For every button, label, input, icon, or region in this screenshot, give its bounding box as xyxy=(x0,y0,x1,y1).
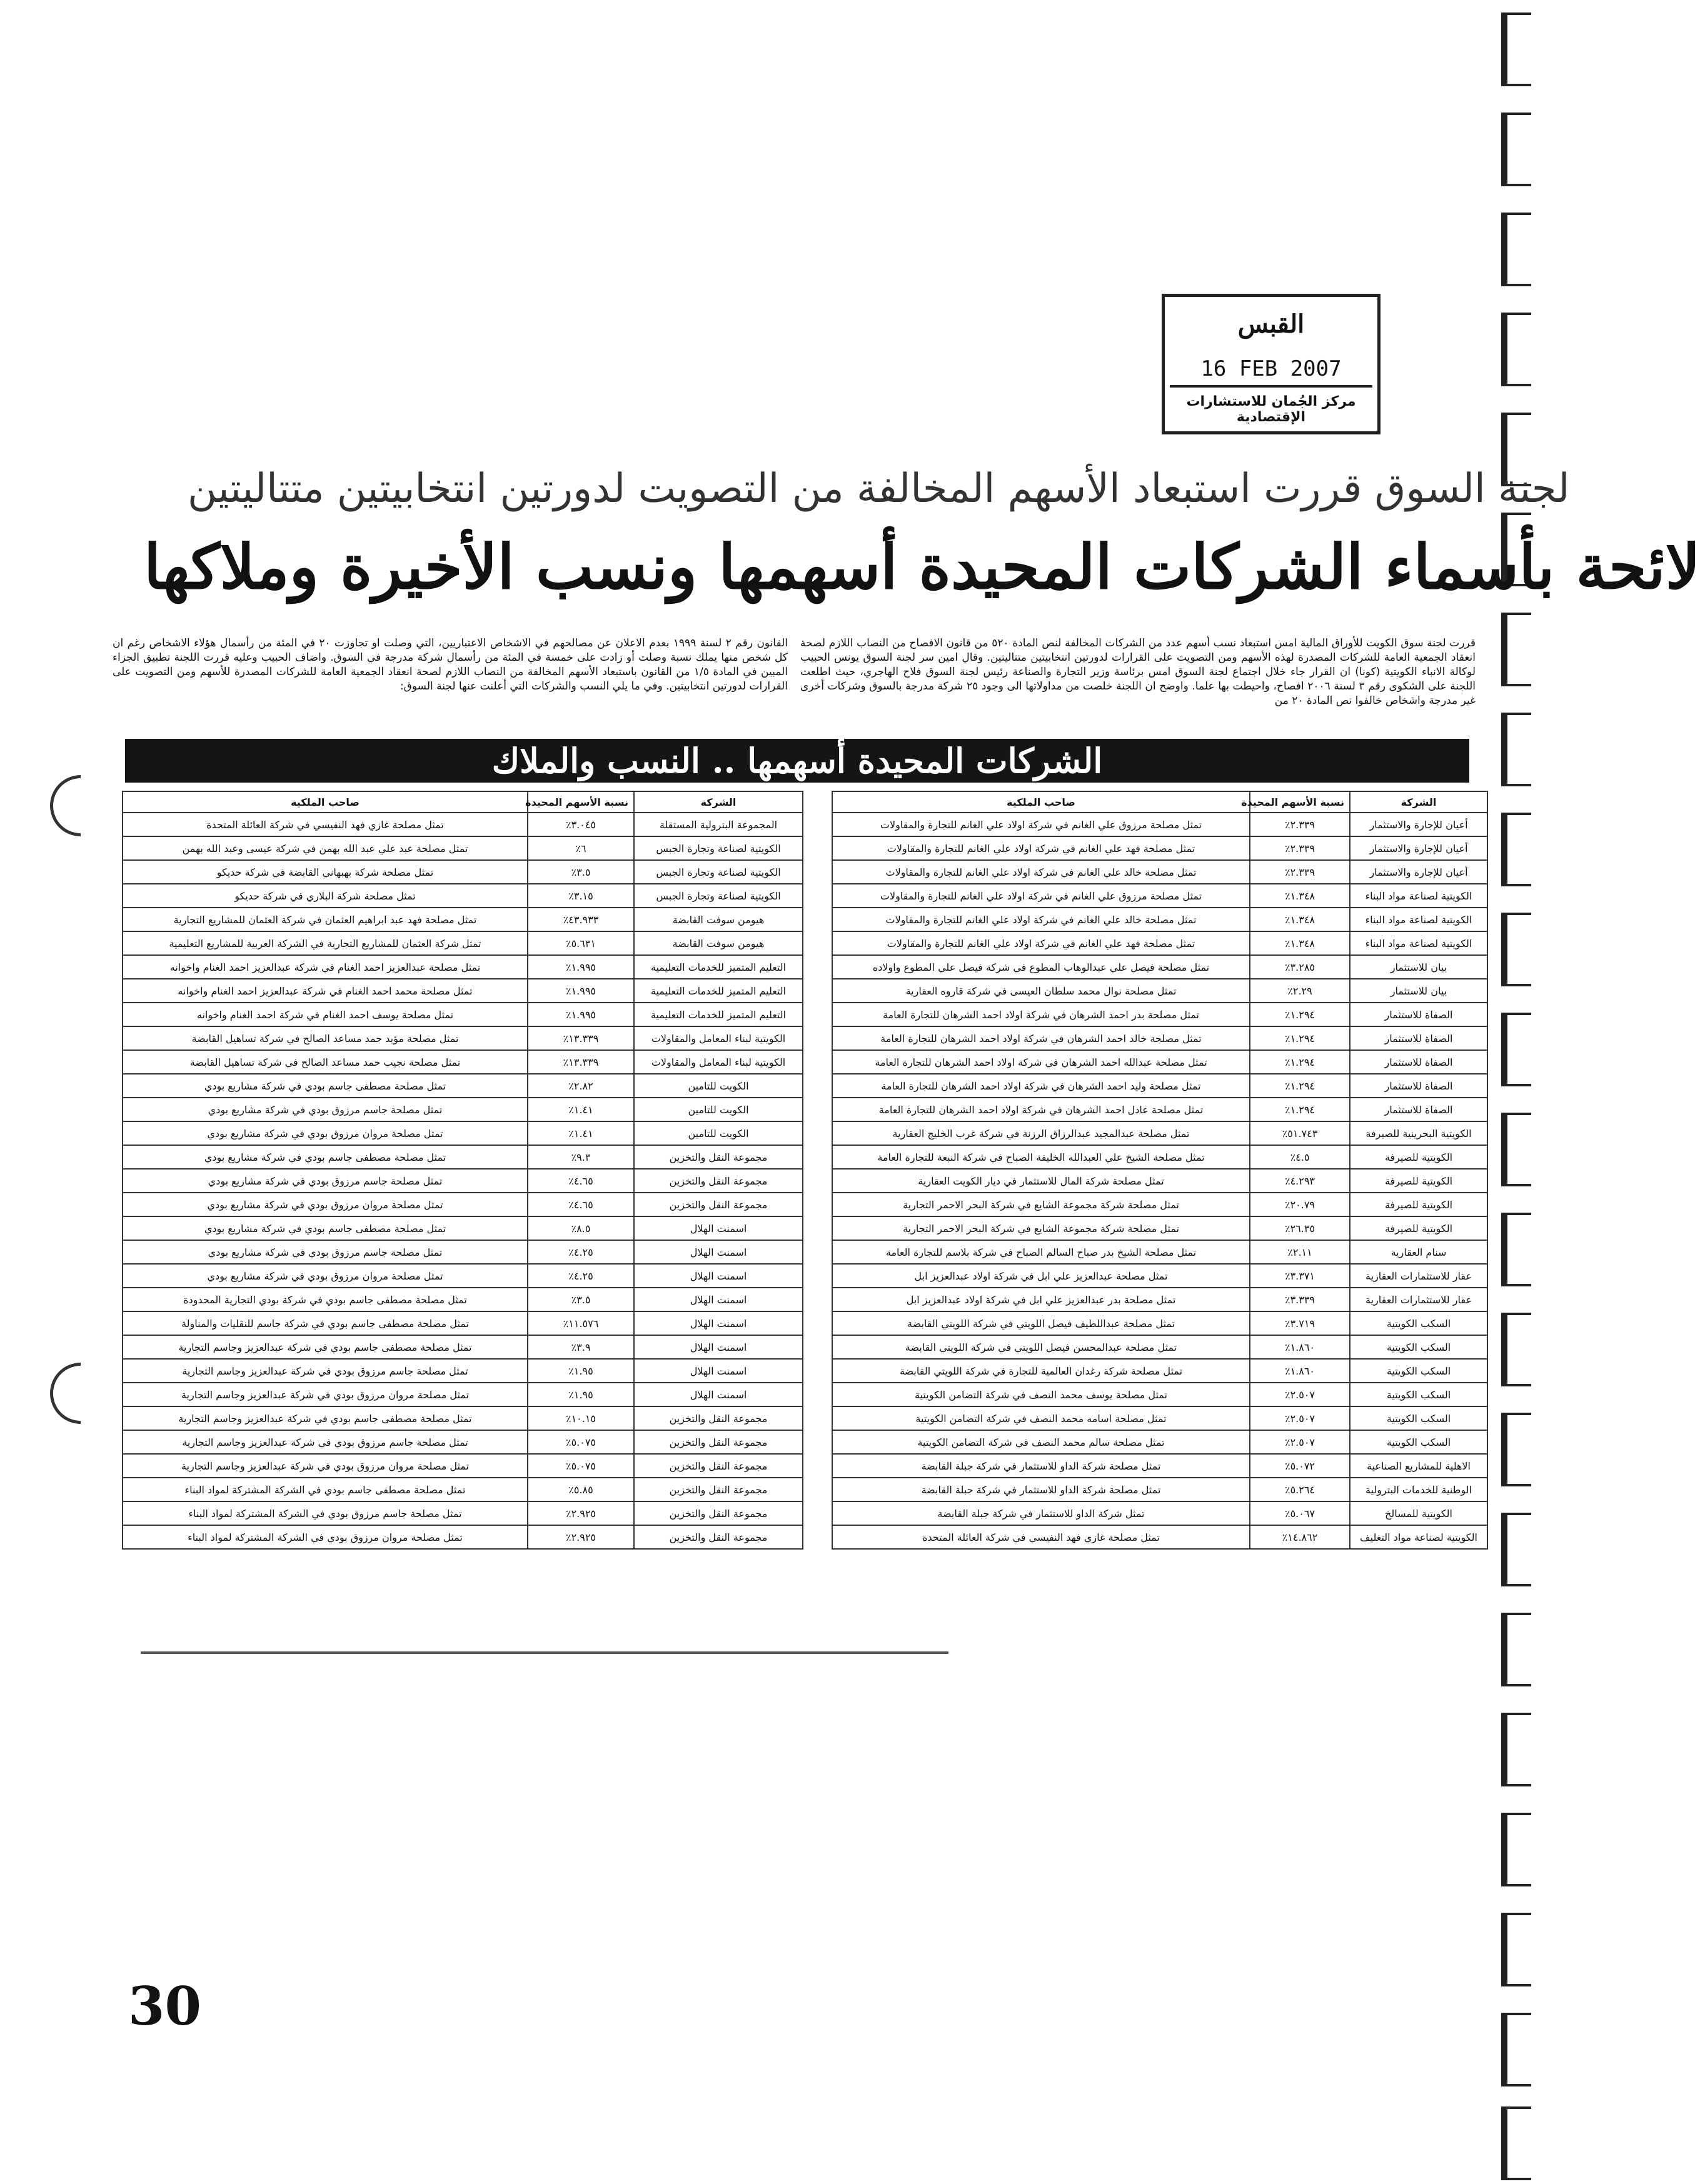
cell-owner: تمثل مصلحة مروان مرزوق بودي في الشركة المشتركة لمواد البناء xyxy=(123,1525,528,1549)
table-row xyxy=(832,1311,1487,1335)
cell-owner: تمثل مصلحة عبدالمجيد عبدالرزاق الرزنة في شركة غرب الخليج العقارية xyxy=(832,1121,1250,1145)
cell-owner: تمثل مصلحة عبدالله احمد الشرهان في شركة اولاد احمد الشرهان للتجارة العامة xyxy=(832,1050,1250,1074)
cell-company: مجموعة النقل والتخزين xyxy=(634,1145,803,1169)
cell-company: الكويتية لبناء المعامل والمقاولات xyxy=(634,1026,803,1050)
cell-percent: ٤.٦٥٪ xyxy=(528,1193,634,1216)
cell-company: الكويتية لصناعة مواد البناء xyxy=(1350,908,1487,931)
cell-percent: ٣.٧١٩٪ xyxy=(1250,1311,1350,1335)
table-row xyxy=(123,908,803,931)
table-row xyxy=(832,1264,1487,1288)
cell-owner: تمثل مصلحة الشيخ علي العبدالله الخليفة الصباح في شركة النبعة للتجارة العامة xyxy=(832,1145,1250,1169)
table-row xyxy=(123,813,803,836)
cell-company: الصفاة للاستثمار xyxy=(1350,1050,1487,1074)
cell-company: التعليم المتميز للخدمات التعليمية xyxy=(634,955,803,979)
cell-owner: تمثل مصلحة مروان مرزوق بودي في شركة مشاريع بودي xyxy=(123,1121,528,1145)
cell-company: بيان للاستثمار xyxy=(1350,979,1487,1003)
table-row xyxy=(832,1026,1487,1050)
cell-percent: ٢.٨٢٪ xyxy=(528,1074,634,1098)
punch-hole-bottom xyxy=(50,1363,81,1424)
cell-owner: تمثل مصلحة فهد علي الغانم في شركة اولاد علي الغانم للتجارة والمقاولات xyxy=(832,931,1250,955)
cell-company: الكويت للتامين xyxy=(634,1098,803,1121)
table-row xyxy=(832,1359,1487,1383)
cell-owner: تمثل مصلحة شركة بهبهاني القابضة في شركة حديكو xyxy=(123,860,528,884)
header-owner: صاحب الملكية xyxy=(123,791,528,813)
cell-company: الكويتية للمسالخ xyxy=(1350,1501,1487,1525)
table-row xyxy=(123,979,803,1003)
cell-percent: ٢.٣٣٩٪ xyxy=(1250,813,1350,836)
cell-company: السكب الكويتية xyxy=(1350,1335,1487,1359)
cell-company: الكويت للتامين xyxy=(634,1121,803,1145)
cell-company: التعليم المتميز للخدمات التعليمية xyxy=(634,979,803,1003)
cell-percent: ٤٣.٩٣٣٪ xyxy=(528,908,634,931)
table-header-row xyxy=(832,791,1487,813)
table-row xyxy=(123,1430,803,1454)
table-row xyxy=(832,1003,1487,1026)
article-subhead: لجنة السوق قررت استبعاد الأسهم المخالفة من التصويت لدورتين انتخابيتين متتاليتين xyxy=(188,466,1570,512)
header-owner: صاحب الملكية xyxy=(832,791,1250,813)
cell-owner: تمثل مصلحة عبدالمحسن فيصل اللويتي في شركة اللويتي القابضة xyxy=(832,1335,1250,1359)
footer-rule xyxy=(141,1651,948,1654)
cell-owner: تمثل مصلحة مصطفى جاسم بودي في شركة عبدالعزيز وجاسم التجارية xyxy=(123,1335,528,1359)
cell-company: الكويتية البحرينية للصيرفة xyxy=(1350,1121,1487,1145)
cell-company: مجموعة النقل والتخزين xyxy=(634,1193,803,1216)
cell-owner: تمثل مصلحة مصطفى جاسم بودي في شركة مشاريع بودي xyxy=(123,1074,528,1098)
table-row xyxy=(123,1216,803,1240)
cell-company: اسمنت الهلال xyxy=(634,1216,803,1240)
table-row xyxy=(123,1145,803,1169)
table-banner: الشركات المحيدة أسهمها .. النسب والملاك xyxy=(125,739,1469,783)
table-row xyxy=(832,1050,1487,1074)
cell-percent: ٢.٢٩٪ xyxy=(1250,979,1350,1003)
cell-company: اسمنت الهلال xyxy=(634,1335,803,1359)
table-row xyxy=(832,1430,1487,1454)
cell-company: الكويتية لصناعة وتجارة الجبس xyxy=(634,884,803,908)
cell-percent: ١.٤١٪ xyxy=(528,1098,634,1121)
cell-owner: تمثل مصلحة شركة المال للاستثمار في ديار الكويت العقارية xyxy=(832,1169,1250,1193)
cell-company: اسمنت الهلال xyxy=(634,1383,803,1406)
punch-hole-top xyxy=(50,775,81,836)
table-row xyxy=(123,1098,803,1121)
cell-percent: ٢٦.٣٥٪ xyxy=(1250,1216,1350,1240)
table-row xyxy=(123,1074,803,1098)
table-row xyxy=(832,1478,1487,1501)
cell-owner: تمثل مصلحة فهد عبد ابراهيم العثمان في شركة العثمان للمشاريع التجارية xyxy=(123,908,528,931)
table-body-left xyxy=(123,813,803,1549)
table-body-right xyxy=(832,813,1487,1549)
cell-company: سنام العقارية xyxy=(1350,1240,1487,1264)
cell-owner: تمثل شركة الداو للاستثمار في شركة جبلة القابضة xyxy=(832,1501,1250,1525)
cell-owner: تمثل مصلحة محمد احمد الغنام في شركة عبدالعزيز احمد الغنام واخوانه xyxy=(123,979,528,1003)
cell-percent: ٥.٠٧٥٪ xyxy=(528,1430,634,1454)
table-row xyxy=(832,908,1487,931)
cell-percent: ٨.٥٪ xyxy=(528,1216,634,1240)
cell-company: عقار للاستثمارات العقارية xyxy=(1350,1264,1487,1288)
header-percent: نسبة الأسهم المحيدة xyxy=(528,791,634,813)
table-row xyxy=(123,1240,803,1264)
cell-percent: ١.٤١٪ xyxy=(528,1121,634,1145)
cell-percent: ٢٠.٧٩٪ xyxy=(1250,1193,1350,1216)
cell-percent: ٢.٣٣٩٪ xyxy=(1250,860,1350,884)
table-row xyxy=(123,1383,803,1406)
cell-owner: تمثل مصلحة جاسم مرزوق بودي في شركة مشاريع بودي xyxy=(123,1169,528,1193)
table-row xyxy=(123,955,803,979)
table-row xyxy=(123,1406,803,1430)
cell-company: المجموعة البترولية المستقلة xyxy=(634,813,803,836)
cell-percent: ٢.٥٠٧٪ xyxy=(1250,1406,1350,1430)
table-row xyxy=(123,1264,803,1288)
cell-percent: ١.٢٩٤٪ xyxy=(1250,1003,1350,1026)
cell-owner: تمثل مصلحة شركة رغدان العالمية للتجارة في شركة اللويتي القابضة xyxy=(832,1359,1250,1383)
table-row xyxy=(832,836,1487,860)
cell-company: السكب الكويتية xyxy=(1350,1383,1487,1406)
cell-percent: ١.٣٤٨٪ xyxy=(1250,884,1350,908)
cell-company: هيومن سوفت القابضة xyxy=(634,931,803,955)
table-row xyxy=(832,1193,1487,1216)
table-row xyxy=(123,884,803,908)
table-row xyxy=(123,1454,803,1478)
cell-owner: تمثل مصلحة مؤيد حمد مساعد الصالح في شركة تساهيل القابضة xyxy=(123,1026,528,1050)
cell-company: بيان للاستثمار xyxy=(1350,955,1487,979)
cell-owner: تمثل مصلحة مروان مرزوق بودي في شركة عبدالعزيز وجاسم التجارية xyxy=(123,1383,528,1406)
cell-company: عقار للاستثمارات العقارية xyxy=(1350,1288,1487,1311)
cell-owner: تمثل مصلحة جاسم مرزوق بودي في شركة مشاريع بودي xyxy=(123,1240,528,1264)
cell-owner: تمثل مصلحة غازي فهد النفيسي في شركة العائلة المتحدة xyxy=(832,1525,1250,1549)
table-row xyxy=(832,1169,1487,1193)
cell-company: الكويتية لبناء المعامل والمقاولات xyxy=(634,1050,803,1074)
table-row xyxy=(123,1026,803,1050)
cell-company: السكب الكويتية xyxy=(1350,1430,1487,1454)
table-row xyxy=(832,860,1487,884)
cell-percent: ٢.٥٠٧٪ xyxy=(1250,1383,1350,1406)
table-row xyxy=(123,1525,803,1549)
cell-percent: ٣.٣٧١٪ xyxy=(1250,1264,1350,1288)
cell-company: الكويتية لصناعة وتجارة الجبس xyxy=(634,836,803,860)
article-headline: لائحة بأسماء الشركات المحيدة أسهمها ونسب الأخيرة وملاكها xyxy=(144,531,1700,603)
cell-owner: تمثل مصلحة وليد احمد الشرهان في شركة اولاد احمد الشرهان للتجارة العامة xyxy=(832,1074,1250,1098)
cell-percent: ٤.٦٥٪ xyxy=(528,1169,634,1193)
cell-owner: تمثل مصلحة مصطفى جاسم بودي في شركة بودي التجارية المحدودة xyxy=(123,1288,528,1311)
cell-percent: ٦٪ xyxy=(528,836,634,860)
cell-company: الصفاة للاستثمار xyxy=(1350,1098,1487,1121)
cell-percent: ١.٣٤٨٪ xyxy=(1250,931,1350,955)
table-row xyxy=(832,1454,1487,1478)
cell-company: مجموعة النقل والتخزين xyxy=(634,1501,803,1525)
cell-company: السكب الكويتية xyxy=(1350,1311,1487,1335)
cell-owner: تمثل مصلحة مروان مرزوق بودي في شركة مشاريع بودي xyxy=(123,1193,528,1216)
cell-owner: تمثل مصلحة مروان مرزوق بودي في شركة مشاريع بودي xyxy=(123,1264,528,1288)
intro-paragraph-right: قررت لجنة سوق الكويت للأوراق المالية امس استبعاد نسب أسهم عدد من الشركات المخالفة لنص المادة ٥٢٠ من قانون الافصاح من النصاب اللازم لصحة انعقاد الجمعية العامة للشركات المصدرة لهذه الأسهم ومن التصويت على القرارات لدورتين انتخابيتين متتاليتين. وقال امين سر لجنة السوق يونس الحبيب لوكالة الانباء الكويتية (كونا) ان القرار جاء خلال اجتماع لجنة السوق امس برئاسة وزير التجارة والصناعة رئيس لجنة السوق فلاح الهاجري، حيث اطلعت اللجنة على الشكوى رقم ٣ لسنة ٢٠٠٦ افصاح، واحيطت بها علما. واوضح ان اللجنة خلصت من مداولاتها الى وجود ٢٥ شركة مدرجة بالسوق وشركات أخرى غير مدرجة واشخاص خالفوا نص المادة ٢٠ من xyxy=(800,637,1476,707)
table-row xyxy=(832,955,1487,979)
cell-owner: تمثل مصلحة مرزوق علي الغانم في شركة اولاد علي الغانم للتجارة والمقاولات xyxy=(832,813,1250,836)
cell-percent: ١.٢٩٤٪ xyxy=(1250,1026,1350,1050)
table-row xyxy=(123,836,803,860)
cell-percent: ١٣.٣٣٩٪ xyxy=(528,1050,634,1074)
table-row xyxy=(123,1169,803,1193)
cell-owner: تمثل مصلحة مروان مرزوق بودي في شركة عبدالعزيز وجاسم التجارية xyxy=(123,1454,528,1478)
cell-company: اسمنت الهلال xyxy=(634,1264,803,1288)
cell-owner: تمثل مصلحة فيصل علي عبدالوهاب المطوع في شركة فيصل علي المطوع واولاده xyxy=(832,955,1250,979)
page-number: 30 xyxy=(128,1975,201,2037)
cell-percent: ٢.١١٪ xyxy=(1250,1240,1350,1264)
table-row xyxy=(832,1121,1487,1145)
cell-percent: ٤.٢٥٪ xyxy=(528,1240,634,1264)
table-row xyxy=(123,1003,803,1026)
cell-company: أعيان للإجارة والاستثمار xyxy=(1350,836,1487,860)
table-row xyxy=(832,1406,1487,1430)
cell-owner: تمثل مصلحة خالد احمد الشرهان في شركة اولاد احمد الشرهان للتجارة العامة xyxy=(832,1026,1250,1050)
table-row xyxy=(832,813,1487,836)
cell-owner: تمثل مصلحة غازي فهد النفيسي في شركة العائلة المتحدة xyxy=(123,813,528,836)
cell-company: الكويتية لصناعة مواد التغليف xyxy=(1350,1525,1487,1549)
cell-percent: ٥.٠٦٧٪ xyxy=(1250,1501,1350,1525)
cell-owner: تمثل مصلحة نوال محمد سلطان العيسى في شركة قاروه العقارية xyxy=(832,979,1250,1003)
table-row xyxy=(123,1478,803,1501)
table-row xyxy=(832,1335,1487,1359)
cell-owner: تمثل مصلحة مصطفى جاسم بودي في الشركة المشتركة لمواد البناء xyxy=(123,1478,528,1501)
cell-company: مجموعة النقل والتخزين xyxy=(634,1169,803,1193)
table-row xyxy=(832,1383,1487,1406)
cell-company: مجموعة النقل والتخزين xyxy=(634,1406,803,1430)
cell-percent: ١.٩٩٥٪ xyxy=(528,979,634,1003)
table-row xyxy=(123,1121,803,1145)
cell-company: التعليم المتميز للخدمات التعليمية xyxy=(634,1003,803,1026)
table-row xyxy=(832,1098,1487,1121)
cell-owner: تمثل مصلحة شركة الداو للاستثمار في شركة جبلة القابضة xyxy=(832,1478,1250,1501)
table-row xyxy=(832,931,1487,955)
cell-percent: ١.٢٩٤٪ xyxy=(1250,1098,1350,1121)
binder-strip xyxy=(1494,0,1531,2184)
cell-owner: تمثل مصلحة بدر احمد الشرهان في شركة اولاد احمد الشرهان للتجارة العامة xyxy=(832,1003,1250,1026)
table-row xyxy=(832,1240,1487,1264)
newspaper-logo: القبس xyxy=(1237,309,1305,339)
cell-percent: ١.٩٩٥٪ xyxy=(528,955,634,979)
cell-percent: ١.٩٥٪ xyxy=(528,1359,634,1383)
cell-company: اسمنت الهلال xyxy=(634,1288,803,1311)
cell-company: الكويتية لصناعة مواد البناء xyxy=(1350,931,1487,955)
cell-percent: ٥.٦٣١٪ xyxy=(528,931,634,955)
cell-percent: ٢.٩٢٥٪ xyxy=(528,1525,634,1549)
cell-percent: ٤.٢٩٣٪ xyxy=(1250,1169,1350,1193)
table-row xyxy=(832,1074,1487,1098)
cell-owner: تمثل مصلحة يوسف محمد النصف في شركة التضامن الكويتية xyxy=(832,1383,1250,1406)
cell-percent: ٣.٥٪ xyxy=(528,1288,634,1311)
header-percent: نسبة الأسهم المحيدة xyxy=(1250,791,1350,813)
cell-owner: تمثل مصلحة شركة الداو للاستثمار في شركة جبلة القابضة xyxy=(832,1454,1250,1478)
cell-company: السكب الكويتية xyxy=(1350,1359,1487,1383)
cell-owner: تمثل مصلحة يوسف احمد الغنام في شركة احمد الغنام واخوانه xyxy=(123,1003,528,1026)
cell-owner: تمثل شركة العثمان للمشاريع التجارية في الشركة العربية للمشاريع التعليمية xyxy=(123,931,528,955)
cell-company: مجموعة النقل والتخزين xyxy=(634,1454,803,1478)
cell-percent: ١.٩٩٥٪ xyxy=(528,1003,634,1026)
cell-owner: تمثل مصلحة شركة مجموعة الشايع في شركة البحر الاحمر التجارية xyxy=(832,1193,1250,1216)
cell-company: الكويتية للصيرفة xyxy=(1350,1216,1487,1240)
table-row xyxy=(123,1501,803,1525)
cell-owner: تمثل مصلحة الشيخ بدر صباح السالم الصباح في شركة بلاسم للتجارة العامة xyxy=(832,1240,1250,1264)
cell-company: الكويتية للصيرفة xyxy=(1350,1145,1487,1169)
table-row xyxy=(832,1216,1487,1240)
cell-owner: تمثل مصلحة مرزوق علي الغانم في شركة اولاد علي الغانم للتجارة والمقاولات xyxy=(832,884,1250,908)
cell-company: السكب الكويتية xyxy=(1350,1406,1487,1430)
cell-owner: تمثل مصلحة جاسم مرزوق بودي في شركة مشاريع بودي xyxy=(123,1098,528,1121)
cell-owner: تمثل مصلحة عبدالعزيز علي ابل في شركة اولاد عبدالعزيز ابل xyxy=(832,1264,1250,1288)
cell-company: الاهلية للمشاريع الصناعية xyxy=(1350,1454,1487,1478)
cell-company: مجموعة النقل والتخزين xyxy=(634,1478,803,1501)
cell-owner: تمثل مصلحة جاسم مرزوق بودي في الشركة المشتركة لمواد البناء xyxy=(123,1501,528,1525)
table-row xyxy=(123,1335,803,1359)
cell-percent: ١٤.٨٦٢٪ xyxy=(1250,1525,1350,1549)
cell-company: الكويتية للصيرفة xyxy=(1350,1169,1487,1193)
cell-company: أعيان للإجارة والاستثمار xyxy=(1350,860,1487,884)
cell-percent: ٣.٩٪ xyxy=(528,1335,634,1359)
cell-percent: ٣.٣٣٩٪ xyxy=(1250,1288,1350,1311)
table-row xyxy=(123,1311,803,1335)
cell-percent: ٥.٨٥٪ xyxy=(528,1478,634,1501)
cell-percent: ٣.٢٨٥٪ xyxy=(1250,955,1350,979)
table-row xyxy=(832,1525,1487,1549)
cell-owner: تمثل مصلحة مصطفى جاسم بودي في شركة جاسم للنقليات والمناولة xyxy=(123,1311,528,1335)
cell-percent: ٣.٠٤٥٪ xyxy=(528,813,634,836)
cell-percent: ٢.٩٢٥٪ xyxy=(528,1501,634,1525)
cell-percent: ١.٨٦٠٪ xyxy=(1250,1359,1350,1383)
cell-percent: ١.٩٥٪ xyxy=(528,1383,634,1406)
table-row xyxy=(832,1501,1487,1525)
table-row xyxy=(832,884,1487,908)
cell-company: مجموعة النقل والتخزين xyxy=(634,1430,803,1454)
table-row xyxy=(123,931,803,955)
cell-owner: تمثل مصلحة مصطفى جاسم بودي في شركة مشاريع بودي xyxy=(123,1145,528,1169)
cell-owner: تمثل مصلحة جاسم مرزوق بودي في شركة عبدالعزيز وجاسم التجارية xyxy=(123,1430,528,1454)
intro-paragraph-left: القانون رقم ٢ لسنة ١٩٩٩ بعدم الاعلان عن مصالحهم في الاشخاص الاعتباريين، التي وصلت او تجاوزت ٢٠ في المئة من رأسمال هؤلاء الاشخاص رغم ان كل شخص منها يملك نسبة وصلت أو زادت على خمسة في المئة من رأسمال شركة مدرجة في السوق. واضاف الحبيب وعليه قررت اللجنة تطبيق الجزاء المبين في المادة ١/٥ من القانون باستبعاد الأسهم المخالفة من النصاب اللازم لصحة انعقاد الجمعية العامة للشركات المصدرة للأسهم ومن التصويت على القرارات لدورتين انتخابيتين. وفي ما يلي النسب والشركات التي أعلنت عنها لجنة السوق: xyxy=(113,637,788,693)
header-company: الشركة xyxy=(1350,791,1487,813)
cell-company: هيومن سوفت القابضة xyxy=(634,908,803,931)
cell-percent: ١.٨٦٠٪ xyxy=(1250,1335,1350,1359)
cell-percent: ١.٢٩٤٪ xyxy=(1250,1050,1350,1074)
cell-percent: ١.٣٤٨٪ xyxy=(1250,908,1350,931)
cell-percent: ١٣.٣٣٩٪ xyxy=(528,1026,634,1050)
cell-owner: تمثل مصلحة نجيب حمد مساعد الصالح في شركة تساهيل القابضة xyxy=(123,1050,528,1074)
table-row xyxy=(123,1288,803,1311)
table-row xyxy=(832,1288,1487,1311)
cell-owner: تمثل مصلحة مصطفى جاسم بودي في شركة مشاريع بودي xyxy=(123,1216,528,1240)
holdings-table-right xyxy=(832,791,1488,1550)
cell-owner: تمثل مصلحة خالد علي الغانم في شركة اولاد علي الغانم للتجارة والمقاولات xyxy=(832,908,1250,931)
cell-company: الكويتية لصناعة مواد البناء xyxy=(1350,884,1487,908)
cell-percent: ١١.٥٧٦٪ xyxy=(528,1311,634,1335)
cell-percent: ٢.٥٠٧٪ xyxy=(1250,1430,1350,1454)
cell-company: اسمنت الهلال xyxy=(634,1359,803,1383)
cell-owner: تمثل مصلحة بدر عبدالعزيز علي ابل في شركة اولاد عبدالعزيز ابل xyxy=(832,1288,1250,1311)
cell-company: اسمنت الهلال xyxy=(634,1240,803,1264)
cell-percent: ١.٢٩٤٪ xyxy=(1250,1074,1350,1098)
table-row xyxy=(123,1193,803,1216)
cell-owner: تمثل مصلحة شركة البلاري في شركة حديكو xyxy=(123,884,528,908)
cell-percent: ٣.١٥٪ xyxy=(528,884,634,908)
cell-company: الصفاة للاستثمار xyxy=(1350,1003,1487,1026)
table-row xyxy=(123,1050,803,1074)
cell-percent: ٥.٢٦٤٪ xyxy=(1250,1478,1350,1501)
cell-company: الكويت للتامين xyxy=(634,1074,803,1098)
table-row xyxy=(832,979,1487,1003)
cell-owner: تمثل مصلحة عبدالعزيز احمد الغنام في شركة عبدالعزيز احمد الغنام واخوانه xyxy=(123,955,528,979)
cell-owner: تمثل مصلحة شركة مجموعة الشايع في شركة البحر الاحمر التجارية xyxy=(832,1216,1250,1240)
cell-percent: ١٠.١٥٪ xyxy=(528,1406,634,1430)
cell-company: اسمنت الهلال xyxy=(634,1311,803,1335)
cell-company: الصفاة للاستثمار xyxy=(1350,1026,1487,1050)
cell-company: الوطنية للخدمات البترولية xyxy=(1350,1478,1487,1501)
table-row xyxy=(123,860,803,884)
table-header-row xyxy=(123,791,803,813)
cell-owner: تمثل مصلحة عادل احمد الشرهان في شركة اولاد احمد الشرهان للتجارة العامة xyxy=(832,1098,1250,1121)
table-row xyxy=(123,1359,803,1383)
cell-percent: ٤.٢٥٪ xyxy=(528,1264,634,1288)
table-row xyxy=(832,1145,1487,1169)
cell-percent: ٥١.٧٤٣٪ xyxy=(1250,1121,1350,1145)
cell-percent: ٥.٠٧٢٪ xyxy=(1250,1454,1350,1478)
header-company: الشركة xyxy=(634,791,803,813)
holdings-table-left xyxy=(122,791,803,1550)
cell-company: مجموعة النقل والتخزين xyxy=(634,1525,803,1549)
cell-company: الصفاة للاستثمار xyxy=(1350,1074,1487,1098)
cell-percent: ٥.٠٧٥٪ xyxy=(528,1454,634,1478)
cell-owner: تمثل مصلحة عبداللطيف فيصل اللويتي في شركة اللويتي القابضة xyxy=(832,1311,1250,1335)
cell-owner: تمثل مصلحة اسامه محمد النصف في شركة التضامن الكويتية xyxy=(832,1406,1250,1430)
cell-company: الكويتية للصيرفة xyxy=(1350,1193,1487,1216)
stamp-organization: مركز الجُمان للاستشارات الإقتصادية xyxy=(1170,385,1372,425)
cell-owner: تمثل مصلحة عبد علي عبد الله بهمن في شركة عيسى وعبد الله بهمن xyxy=(123,836,528,860)
cell-owner: تمثل مصلحة سالم محمد النصف في شركة التضامن الكويتية xyxy=(832,1430,1250,1454)
cell-owner: تمثل مصلحة فهد علي الغانم في شركة اولاد علي الغانم للتجارة والمقاولات xyxy=(832,836,1250,860)
cell-owner: تمثل مصلحة مصطفى جاسم بودي في شركة عبدالعزيز وجاسم التجارية xyxy=(123,1406,528,1430)
cell-percent: ٤.٥٪ xyxy=(1250,1145,1350,1169)
cell-company: الكويتية لصناعة وتجارة الجبس xyxy=(634,860,803,884)
date-stamp xyxy=(1162,294,1381,434)
cell-owner: تمثل مصلحة جاسم مرزوق بودي في شركة عبدالعزيز وجاسم التجارية xyxy=(123,1359,528,1383)
cell-percent: ٢.٣٣٩٪ xyxy=(1250,836,1350,860)
cell-percent: ٩.٣٪ xyxy=(528,1145,634,1169)
cell-percent: ٣.٥٪ xyxy=(528,860,634,884)
cell-owner: تمثل مصلحة خالد علي الغانم في شركة اولاد علي الغانم للتجارة والمقاولات xyxy=(832,860,1250,884)
cell-company: أعيان للإجارة والاستثمار xyxy=(1350,813,1487,836)
stamp-date: 16 FEB 2007 xyxy=(1200,356,1342,381)
